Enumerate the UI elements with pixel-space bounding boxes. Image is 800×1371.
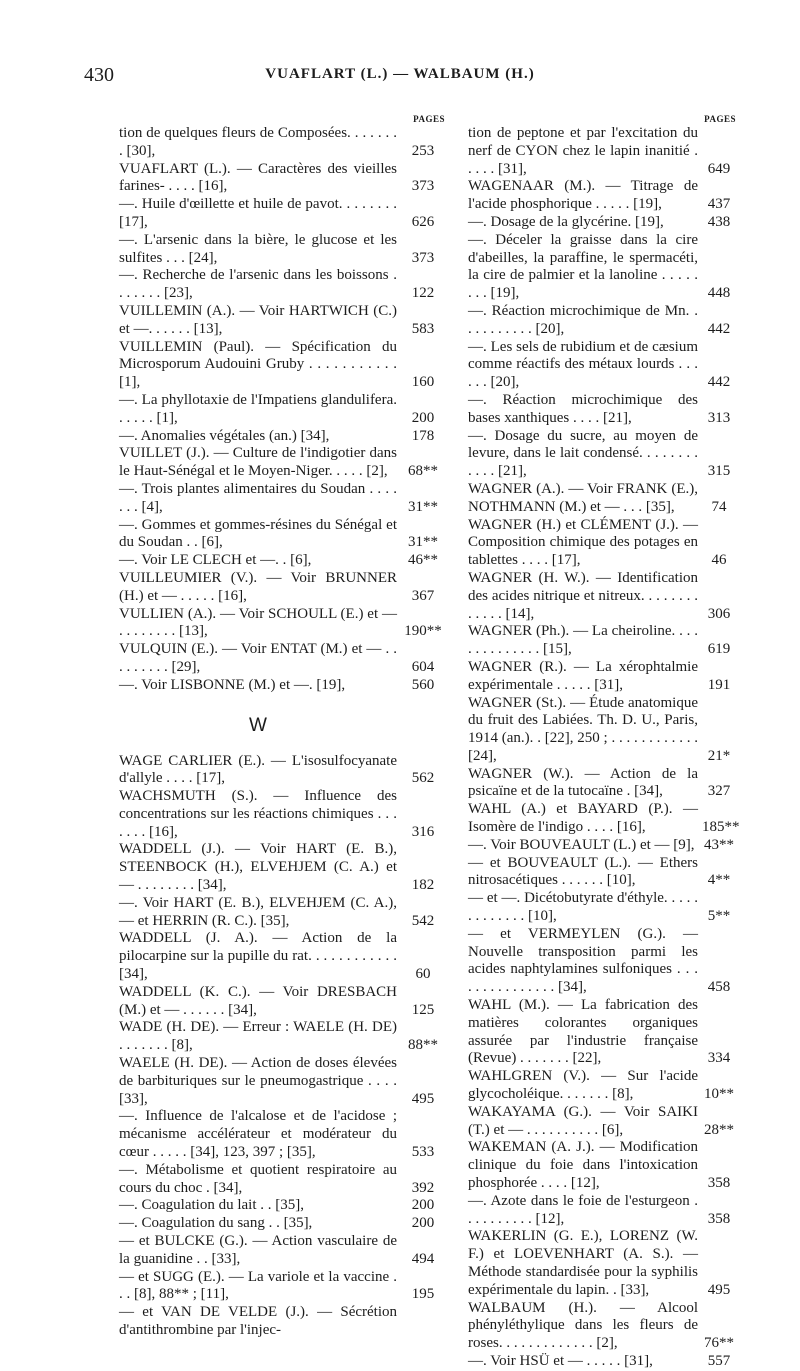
entry-text: —. Influence de l'alcalose et de l'acidose ; mécanisme accélérateur et modérateur du cœur . . . . . [34], 123, 397 ; [35], — [119, 1108, 397, 1161]
entry-text: —. Voir HART (E. B.), ELVEHJEM (C. A.), — et HERRIN (R. C.). [35], — [119, 894, 397, 929]
entry-page: 21* — [707, 747, 731, 764]
entry-text: — et VAN DE VELDE (J.). — Sécrétion d'antithrombine par l'injec- — [119, 1304, 397, 1338]
index-entry — [119, 517, 445, 553]
entry-text: WAGNER (A.). — Voir FRANK (E.), NOTHMANN (M.) et — . . . [35], — [468, 480, 698, 515]
entry-page: 373 — [411, 178, 435, 195]
index-entry — [468, 1104, 736, 1140]
entry-page: 315 — [707, 463, 731, 480]
entry-page: 195 — [411, 1286, 435, 1303]
entry-text: WAGNER (Ph.). — La cheiroline. . . . . . . . . . . . . . [15], — [468, 623, 698, 658]
index-entry — [119, 1304, 445, 1340]
entry-text: — et VERMEYLEN (G.). — Nouvelle transposition parmi les acides naphtylamines sulfoniques . . . . . . . . . . . . . . . [34], — [468, 925, 698, 996]
entry-text: VULQUIN (E.). — Voir ENTAT (M.) et — . . . . . . . . . [29], — [119, 641, 397, 675]
entry-text: WAHLGREN (V.). — Sur l'acide glycocholéique. . . . . . . [8], — [468, 1068, 698, 1103]
index-entry — [468, 1068, 736, 1104]
entry-text: —. Coagulation du sang . . [35], — [119, 1215, 313, 1232]
index-entry — [468, 766, 736, 802]
entry-page: 74 — [711, 498, 727, 515]
index-entry — [468, 623, 736, 659]
entry-text: —. La phyllotaxie de l'Impatiens glandulifera. . . . . . [1], — [119, 391, 397, 426]
index-entry — [119, 1055, 445, 1108]
index-entry — [119, 303, 445, 339]
index-entry — [119, 267, 445, 303]
entry-page: 5** — [707, 908, 731, 925]
entry-text: WAGE CARLIER (E.). — L'isosulfocyanate d'allyle . . . . [17], — [119, 752, 397, 787]
index-entry — [119, 1233, 445, 1269]
entry-page: 442 — [707, 374, 731, 391]
entry-text: —. L'arsenic dans la bière, le glucose et les sulfites . . . [24], — [119, 231, 397, 266]
entry-page: 448 — [707, 285, 731, 302]
entry-text: —. Dosage du sucre, au moyen de levure, dans le lait condensé. . . . . . . . . . . . [21], — [468, 427, 698, 480]
entry-text: WALBAUM (H.). — Alcool phényléthylique dans les fleurs de roses. . . . . . . . . . . . . [2], — [468, 1299, 698, 1352]
index-entry — [468, 837, 736, 855]
entry-page: 191 — [707, 676, 731, 693]
entry-text: —. Voir HSÜ et — . . . . . [31], — [468, 1352, 653, 1369]
index-entry — [468, 1353, 736, 1371]
index-entry — [119, 161, 445, 197]
entry-page: 327 — [707, 783, 731, 800]
index-entry — [468, 890, 736, 926]
entry-page: 373 — [411, 249, 435, 266]
index-entry — [119, 788, 445, 841]
entry-page: 438 — [707, 213, 731, 230]
left-entries-w — [119, 753, 445, 1340]
entry-page: 542 — [411, 912, 435, 929]
entry-text: —. Coagulation du lait . . [35], — [119, 1197, 304, 1214]
index-entry — [119, 570, 445, 606]
entry-text: —. Réaction microchimique de Mn. . . . . . . . . . . [20], — [468, 302, 698, 337]
entry-text: VUILLEMIN (A.). — Voir HARTWICH (C.) et —. . . . . . [13], — [119, 302, 397, 337]
entry-page: 358 — [707, 1175, 731, 1192]
entry-page: 253 — [411, 142, 435, 159]
entry-text: — et BULCKE (G.). — Action vasculaire de la guanidine . . [33], — [119, 1233, 397, 1267]
entry-text: WAGNER (W.). — Action de la psicaïne et de la tutocaïne . [34], — [468, 765, 698, 800]
index-entry — [468, 1139, 736, 1192]
index-entry — [119, 753, 445, 789]
entry-text: —. Anomalies végétales (an.) [34], — [119, 427, 330, 444]
entry-text: — et SUGG (E.). — La variole et la vaccine . . . [8], 88** ; [11], — [119, 1268, 397, 1303]
entry-text: — et BOUVEAULT (L.). — Ethers nitrosacétiques . . . . . . [10], — [468, 854, 698, 889]
entry-text: —. Voir LISBONNE (M.) et —. [19], — [119, 676, 346, 693]
index-entry — [119, 1269, 445, 1305]
index-entry — [119, 1108, 445, 1161]
entry-text: WAKAYAMA (G.). — Voir SAIKI (T.) et — . . . . . . . . . . [6], — [468, 1103, 698, 1138]
index-entry — [468, 997, 736, 1068]
entry-page: 28** — [704, 1121, 734, 1138]
entry-page: 160 — [411, 374, 435, 391]
entry-page: 560 — [411, 676, 435, 693]
index-entry — [119, 606, 445, 642]
index-entry — [468, 659, 736, 695]
entry-text: WAGENAAR (M.). — Titrage de l'acide phosphorique . . . . . [19], — [468, 178, 698, 213]
entry-text: VULLIEN (A.). — Voir SCHOULL (E.) et — . . . . . . . . [13], — [119, 605, 397, 640]
entry-page: 122 — [411, 285, 435, 302]
index-entry — [119, 232, 445, 268]
entry-page: 316 — [411, 823, 435, 840]
index-entry — [468, 570, 736, 623]
entry-page: 562 — [411, 770, 435, 787]
page-number: 430 — [84, 64, 114, 86]
entry-page: 494 — [411, 1250, 435, 1267]
entry-page: 4** — [707, 872, 731, 889]
entry-page: 31** — [408, 498, 438, 515]
entry-page: 68** — [408, 463, 438, 480]
index-entry — [468, 214, 736, 232]
entry-text: —. Dosage de la glycérine. [19], — [468, 213, 664, 230]
left-column — [119, 114, 445, 1340]
index-entry — [119, 1162, 445, 1198]
entry-page: 178 — [411, 427, 435, 444]
entry-text: —. Les sels de rubidium et de cæsium comme réactifs des métaux lourds . . . . . . [20], — [468, 338, 698, 391]
right-entries — [468, 125, 740, 1371]
entry-text: —. Azote dans le foie de l'esturgeon . . . . . . . . . . [12], — [468, 1192, 698, 1227]
entry-text: VUILLET (J.). — Culture de l'indigotier dans le Haut-Sénégal et le Moyen-Niger. . . . . [2], — [119, 445, 397, 480]
entry-page: 31** — [408, 534, 438, 551]
entry-text: — et —. Dicétobutyrate d'éthyle. . . . . . . . . . . . . [10], — [468, 890, 698, 925]
entry-text: —. Trois plantes alimentaires du Soudan . . . . . . . [4], — [119, 480, 397, 515]
index-entry — [468, 1228, 736, 1299]
index-entry — [119, 1215, 445, 1233]
running-head: VUAFLART (L.) — WALBAUM (H.) — [265, 66, 535, 82]
index-entry — [468, 428, 736, 481]
entry-text: —. Voir LE CLECH et —. . [6], — [119, 552, 312, 569]
entry-page: 76** — [704, 1335, 734, 1352]
index-entry — [119, 481, 445, 517]
index-entry — [119, 1019, 445, 1055]
index-entry — [119, 552, 445, 570]
entry-text: —. Huile d'œillette et huile de pavot. . . . . . . . [17], — [119, 196, 397, 230]
entry-page: 619 — [707, 641, 731, 658]
index-entry — [119, 428, 445, 446]
index-entry — [119, 841, 445, 894]
entry-text: WADDELL (J.). — Voir HART (E. B.), STEENBOCK (H.), ELVEHJEM (C. A.) et — . . . . . . . . [34], — [119, 841, 397, 894]
entry-page: 46** — [408, 552, 438, 569]
entry-text: WADE (H. DE). — Erreur : WAELE (H. DE) . . . . . . . [8], — [119, 1019, 397, 1054]
entry-page: 10** — [704, 1086, 734, 1103]
entry-page: 185** — [702, 819, 740, 836]
entry-text: WAGNER (H. W.). — Identification des acides nitrique et nitreux. . . . . . . . . . . . . [14], — [468, 569, 698, 622]
entry-text: —. Gommes et gommes-résines du Sénégal et du Soudan . . [6], — [119, 516, 397, 551]
index-entry — [468, 481, 736, 517]
entry-page: 182 — [411, 877, 435, 894]
entry-page: 604 — [411, 658, 435, 675]
entry-page: 392 — [411, 1179, 435, 1196]
index-entry — [119, 930, 445, 983]
index-entry — [468, 517, 736, 570]
index-entry — [468, 855, 736, 891]
entry-text: WAHL (A.) et BAYARD (P.). — Isomère de l'indigo . . . . [16], — [468, 801, 698, 836]
index-entry — [468, 926, 736, 997]
entry-page: 200 — [411, 1215, 435, 1232]
index-entry — [119, 196, 445, 232]
entry-page: 557 — [707, 1352, 731, 1369]
index-entry — [119, 895, 445, 931]
index-entry — [468, 801, 740, 837]
entry-text: VUILLEMIN (Paul). — Spécification du Microsporum Audouini Gruby . . . . . . . . . . . [1], — [119, 338, 397, 391]
entry-page: 43** — [704, 836, 734, 853]
index-entry — [119, 1197, 445, 1215]
right-column-pages-header: PAGES — [704, 114, 736, 124]
entry-text: WACHSMUTH (S.). — Influence des concentrations sur les réactions chimiques . . . . . . . [16], — [119, 788, 397, 840]
entry-page: 442 — [707, 320, 731, 337]
entry-text: tion de peptone et par l'excitation du nerf de CYON chez le lapin inanitié . . . . . [31], — [468, 125, 698, 177]
index-entry — [468, 339, 736, 392]
entry-text: WAHL (M.). — La fabrication des matières colorantes organiques assurée par l'industrie française (Revue) . . . . . . . [22], — [468, 997, 698, 1067]
entry-page: 88** — [408, 1037, 438, 1054]
entry-page: 626 — [411, 213, 435, 230]
index-entry — [468, 303, 736, 339]
index-entry — [119, 641, 445, 677]
entry-page: 533 — [411, 1144, 435, 1161]
index-entry — [119, 392, 445, 428]
entry-page: 200 — [411, 409, 435, 426]
entry-text: —. Réaction microchimique des bases xanthiques . . . . [21], — [468, 391, 698, 426]
entry-page: 583 — [411, 320, 435, 337]
entry-text: VUAFLART (L.). — Caractères des vieilles farines- . . . . [16], — [119, 160, 397, 195]
entry-page: 313 — [707, 409, 731, 426]
entry-page: 46 — [711, 552, 727, 569]
index-entry — [468, 232, 736, 303]
left-entries-v — [119, 125, 445, 695]
index-entry — [119, 445, 445, 481]
entry-page: 367 — [411, 587, 435, 604]
entry-text: WAGNER (R.). — La xérophtalmie expérimentale . . . . . [31], — [468, 658, 698, 693]
entry-page: 306 — [707, 605, 731, 622]
entry-text: —. Voir BOUVEAULT (L.) et — [9], — [468, 836, 695, 853]
index-entry — [468, 125, 736, 178]
entry-page: 458 — [707, 979, 731, 996]
entry-page: 200 — [411, 1197, 435, 1214]
entry-page: 649 — [707, 160, 731, 177]
left-column-pages-header: PAGES — [413, 114, 445, 124]
entry-text: WAGNER (St.). — Étude anatomique du fruit des Labiées. Th. D. U., Paris, 1914 (an.). . [22], 250 ; . . . . . . . . . . . . [24], — [468, 694, 698, 764]
entry-text: WAELE (H. DE). — Action de doses élevées de barbituriques sur le pneumogastrique . . . . [33], — [119, 1055, 397, 1107]
section-letter: W — [249, 714, 267, 736]
entry-text: WAGNER (H.) et CLÉMENT (J.). — Composition chimique des potages en tablettes . . . . [17], — [468, 516, 698, 569]
entry-text: —. Métabolisme et quotient respiratoire au cours du choc . [34], — [119, 1161, 397, 1196]
entry-page: 495 — [411, 1090, 435, 1107]
entry-text: —. Déceler la graisse dans la cire d'abeilles, la paraffine, le spermacéti, la cire de palmier et la lanoline . . . . . . . . [19], — [468, 231, 698, 302]
entry-page: 190** — [404, 623, 442, 640]
index-entry — [119, 339, 445, 392]
index-entry — [119, 125, 445, 161]
index-entry — [468, 1193, 736, 1229]
index-entry — [468, 178, 736, 214]
entry-text: —. Recherche de l'arsenic dans les boissons . . . . . . . [23], — [119, 267, 397, 302]
index-entry — [119, 984, 445, 1020]
index-entry — [119, 677, 445, 695]
index-entry — [468, 1300, 736, 1353]
entry-page: 495 — [707, 1281, 731, 1298]
entry-text: VUILLEUMIER (V.). — Voir BRUNNER (H.) et — . . . . . [16], — [119, 569, 397, 604]
entry-text: WAKERLIN (G. E.), LORENZ (W. F.) et LOEVENHART (A. S.). — Méthode standardisée pour la syphilis expérimentale du lapin. . [33], — [468, 1228, 698, 1298]
page-header — [0, 64, 800, 88]
entry-text: WADDELL (K. C.). — Voir DRESBACH (M.) et — . . . . . . [34], — [119, 983, 397, 1018]
entry-page: 358 — [707, 1210, 731, 1227]
entry-text: WADDELL (J. A.). — Action de la pilocarpine sur la pupille du rat. . . . . . . . . . . . [34], — [119, 930, 397, 983]
entry-page: 437 — [707, 196, 731, 213]
entry-text: WAKEMAN (A. J.). — Modification clinique du foie dans l'intoxication phosphorée . . . . [12], — [468, 1139, 698, 1192]
index-entry — [468, 695, 736, 766]
entry-page: 60 — [415, 966, 431, 983]
entry-text: tion de quelques fleurs de Composées. . . . . . . . [30], — [119, 125, 397, 159]
index-entry — [468, 392, 736, 428]
entry-page: 125 — [411, 1001, 435, 1018]
right-column — [468, 114, 740, 1371]
entry-page: 334 — [707, 1050, 731, 1067]
